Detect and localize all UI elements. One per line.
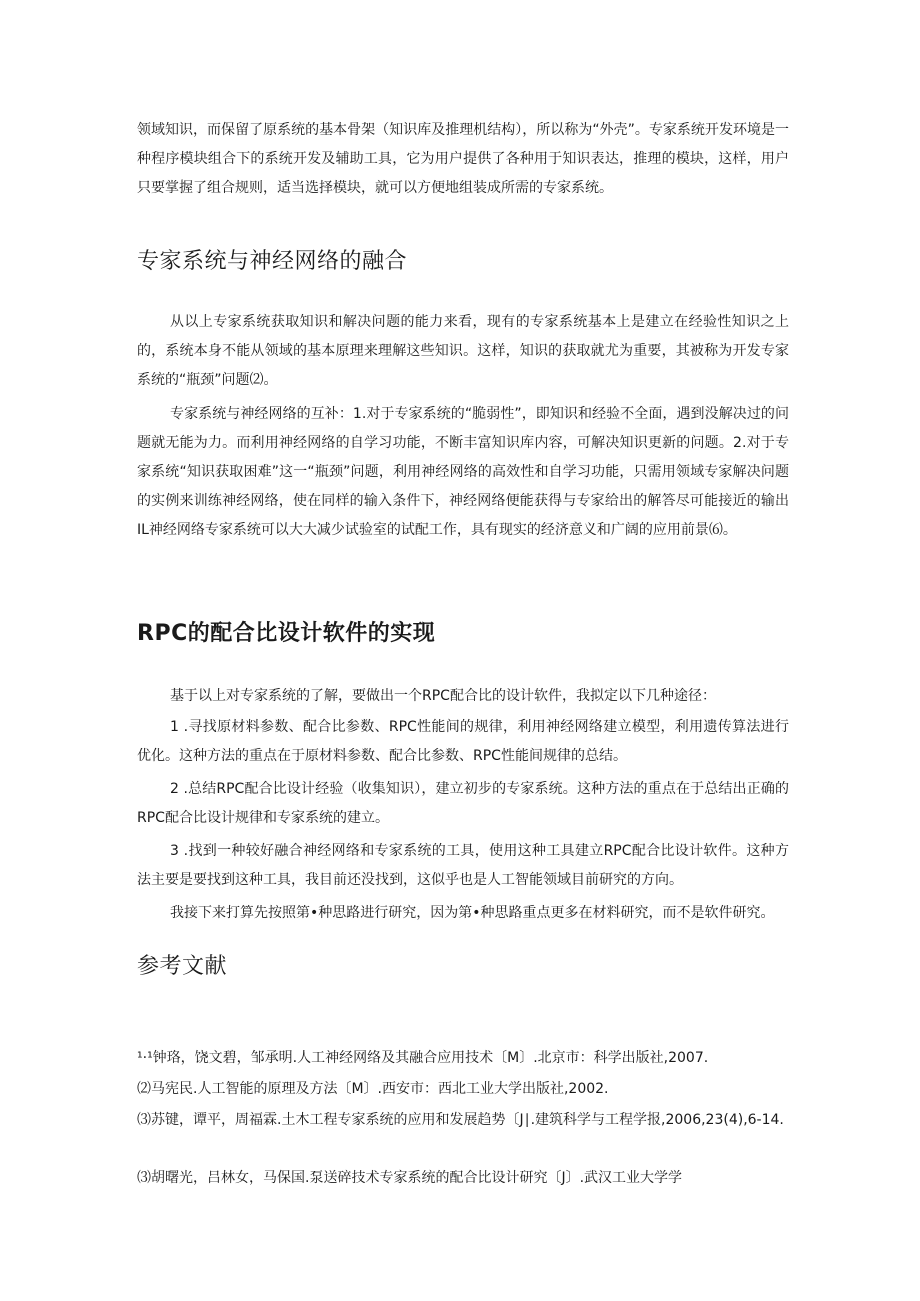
approach-item-2: 2 .总结RPC配合比设计经验（收集知识），建立初步的专家系统。这种方法的重点在于总结出正确的RPC配合比设计规律和专家系统的建立。 <box>137 781 789 826</box>
paragraph-knowledge-acquisition: 从以上专家系统获取知识和解决问题的能力来看，现有的专家系统基本上是建立在经验性知识之上的，系统本身不能从领域的基本原理来理解这些知识。这样，知识的获取就尤为重要，其被称为开发专家系统的“瓶颈”问题⑵。 <box>137 314 789 388</box>
reference-item: ⑶胡曙光，吕林女，马保国.泵送碎技术专家系统的配合比设计研究〔J〕.武汉工业大学学 <box>137 1170 683 1186</box>
paragraph-expert-shell: 领域知识，而保留了原系统的基本骨架（知识库及推理机结构），所以称为“外壳”。专家系统开发环境是一种程序模块组合下的系统开发及辅助工具，它为用户提供了各种用于知识表达，推理的模块，这样，用户只要掌握了组合规则，适当选择模块，就可以方便地组装成所需的专家系统。 <box>137 122 789 196</box>
reference-item: ⑵马宪民.人工智能的原理及方法〔M〕.西安市：西北工业大学出版社,2002. <box>137 1081 609 1097</box>
section-heading-fusion: 专家系统与神经网络的融合 <box>137 249 408 274</box>
section-heading-references: 参考文献 <box>137 954 228 979</box>
paragraph-complementarity: 专家系统与神经网络的互补：1.对于专家系统的“脆弱性”，即知识和经验不全面，遇到没解决过的问题就无能为力。而利用神经网络的自学习功能，不断丰富知识库内容，可解决知识更新的问题。2.对于专家系统“知识获取困难”这一“瓶颈”问题，利用神经网络的高效性和自学习功能，只需用领域专家解决问题的实例来训练神经网络，使在同样的输入条件下，神经网络便能获得与专家给出的解答尽可能接近的输出IL神经网络专家系统可以大大减少试验室的试配工作，具有现实的经济意义和广阔的应用前景⑹。 <box>137 406 789 538</box>
paragraph-plan: 我接下来打算先按照第•种思路进行研究，因为第•种思路重点更多在材料研究，而不是软件研究。 <box>170 905 775 921</box>
section-heading-rpc-software: RPC的配合比设计软件的实现 <box>137 621 436 646</box>
approach-item-3: 3 .找到一种较好融合神经网络和专家系统的工具，使用这种工具建立RPC配合比设计软件。这种方法主要是要找到这种工具，我目前还没找到，这似乎也是人工智能领域目前研究的方向。 <box>137 843 789 888</box>
paragraph-approaches-intro: 基于以上对专家系统的了解，要做出一个RPC配合比的设计软件，我拟定以下几种途径： <box>170 688 716 704</box>
approach-item-1: 1 .寻找原材料参数、配合比参数、RPC性能间的规律，利用神经网络建立模型，利用遗传算法进行优化。这种方法的重点在于原材料参数、配合比参数、RPC性能间规律的总结。 <box>137 719 789 764</box>
reference-item: ⑶苏键，谭平，周福霖.土木工程专家系统的应用和发展趋势〔J∣.建筑科学与工程学报,2006,23(4),6-14. <box>137 1112 784 1128</box>
reference-item: ¹·¹钟珞，饶文碧，邹承明.人工神经网络及其融合应用技术〔M〕.北京市：科学出版社,2007. <box>137 1050 709 1066</box>
